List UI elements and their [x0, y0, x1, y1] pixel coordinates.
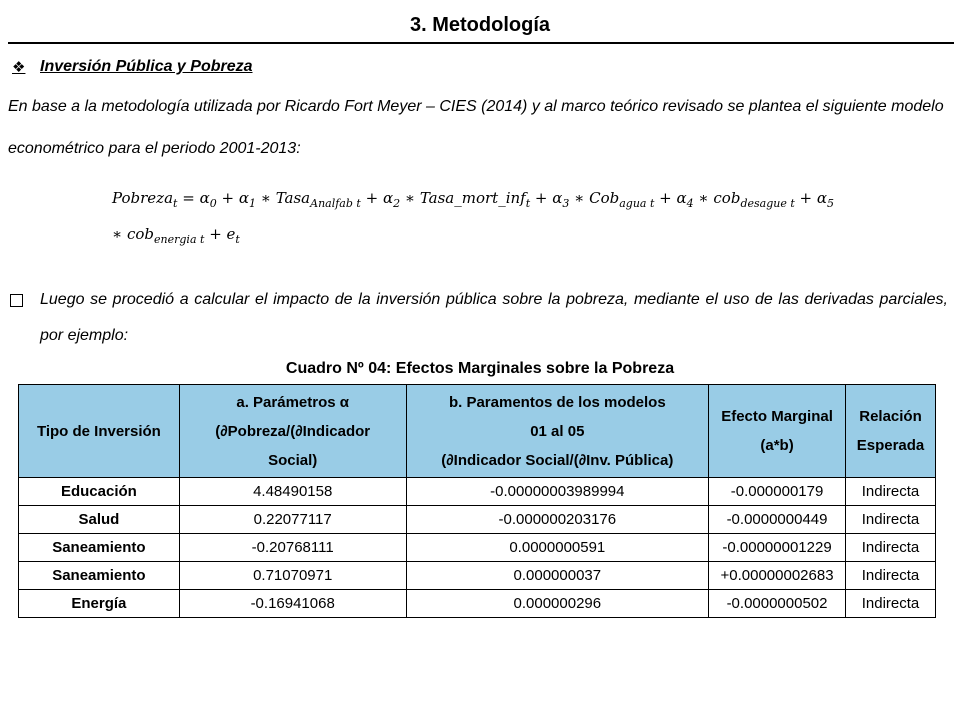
cell-b: 0.000000037	[406, 562, 708, 590]
cell-tipo: Saneamiento	[19, 562, 180, 590]
marginal-effects-table	[18, 384, 936, 618]
cell-relacion: Indirecta	[846, 562, 936, 590]
cell-b: -0.00000003989994	[406, 478, 708, 506]
header-relacion: Relación Esperada	[846, 385, 936, 478]
title-divider	[8, 42, 954, 44]
header-parametros: a. Parámetros α (∂Pobreza/(∂Indicador Social)	[179, 385, 406, 478]
header-modelos: b. Paramentos de los modelos 01 al 05 (∂Indicador Social/(∂Inv. Pública)	[406, 385, 708, 478]
cell-tipo: Salud	[19, 506, 180, 534]
cell-b: 0.0000000591	[406, 534, 708, 562]
cell-efecto: -0.000000179	[709, 478, 846, 506]
table-row	[19, 506, 936, 534]
cell-efecto: -0.00000001229	[709, 534, 846, 562]
square-bullet-icon	[10, 294, 23, 307]
table-caption: Cuadro Nº 04: Efectos Marginales sobre la Pobreza	[285, 360, 675, 377]
cell-a: -0.20768111	[179, 534, 406, 562]
cell-efecto: -0.0000000502	[709, 590, 846, 618]
cell-b: -0.000000203176	[406, 506, 708, 534]
diamond-bullet-icon: ❖	[12, 59, 26, 76]
derivatives-text: Luego se procedió a calcular el impacto de la inversión pública sobre la pobreza, mediante el uso de las derivadas parciales, por ejemplo:	[40, 291, 948, 344]
cell-a: -0.16941068	[179, 590, 406, 618]
section-heading-text: Inversión Pública y Pobreza	[40, 58, 253, 75]
cell-efecto: -0.0000000449	[709, 506, 846, 534]
cell-a: 4.48490158	[179, 478, 406, 506]
cell-a: 0.71070971	[179, 562, 406, 590]
table-row	[19, 478, 936, 506]
cell-a: 0.22077117	[179, 506, 406, 534]
table-row	[19, 562, 936, 590]
header-tipo: Tipo de Inversión	[19, 385, 180, 478]
cell-tipo: Educación	[19, 478, 180, 506]
cell-relacion: Indirecta	[846, 534, 936, 562]
cell-efecto: +0.00000002683	[709, 562, 846, 590]
cell-tipo: Saneamiento	[19, 534, 180, 562]
table-header-row	[19, 385, 936, 478]
table-row	[19, 590, 936, 618]
cell-relacion: Indirecta	[846, 478, 936, 506]
header-efecto: Efecto Marginal (a*b)	[709, 385, 846, 478]
cell-relacion: Indirecta	[846, 506, 936, 534]
intro-paragraph: En base a la metodología utilizada por Ricardo Fort Meyer – CIES (2014) y al marco teórico revisado se plantea el siguiente modelo econométrico para el periodo 2001-2013:	[8, 98, 944, 157]
section-heading	[12, 58, 253, 76]
page-title: 3. Metodología	[410, 14, 550, 36]
cell-tipo: Energía	[19, 590, 180, 618]
derivatives-paragraph	[8, 282, 948, 354]
table-row	[19, 534, 936, 562]
cell-b: 0.000000296	[406, 590, 708, 618]
formula-line-1: Pobreza$_t$ = $\alpha_0 + \alpha_1$ ∗ Tasa$_{Analfab t}$ + $\alpha_2$ ∗ Tasa_mort_inf$_t$ + $\alpha_3$ ∗ $Cob_{agua t} + \alpha_4$ ∗ $cob_{desague t} + \alpha_5$	[112, 189, 834, 210]
formula-line-2: ∗ $cob_{energia t} + e_t$	[112, 225, 240, 246]
cell-relacion: Indirecta	[846, 590, 936, 618]
